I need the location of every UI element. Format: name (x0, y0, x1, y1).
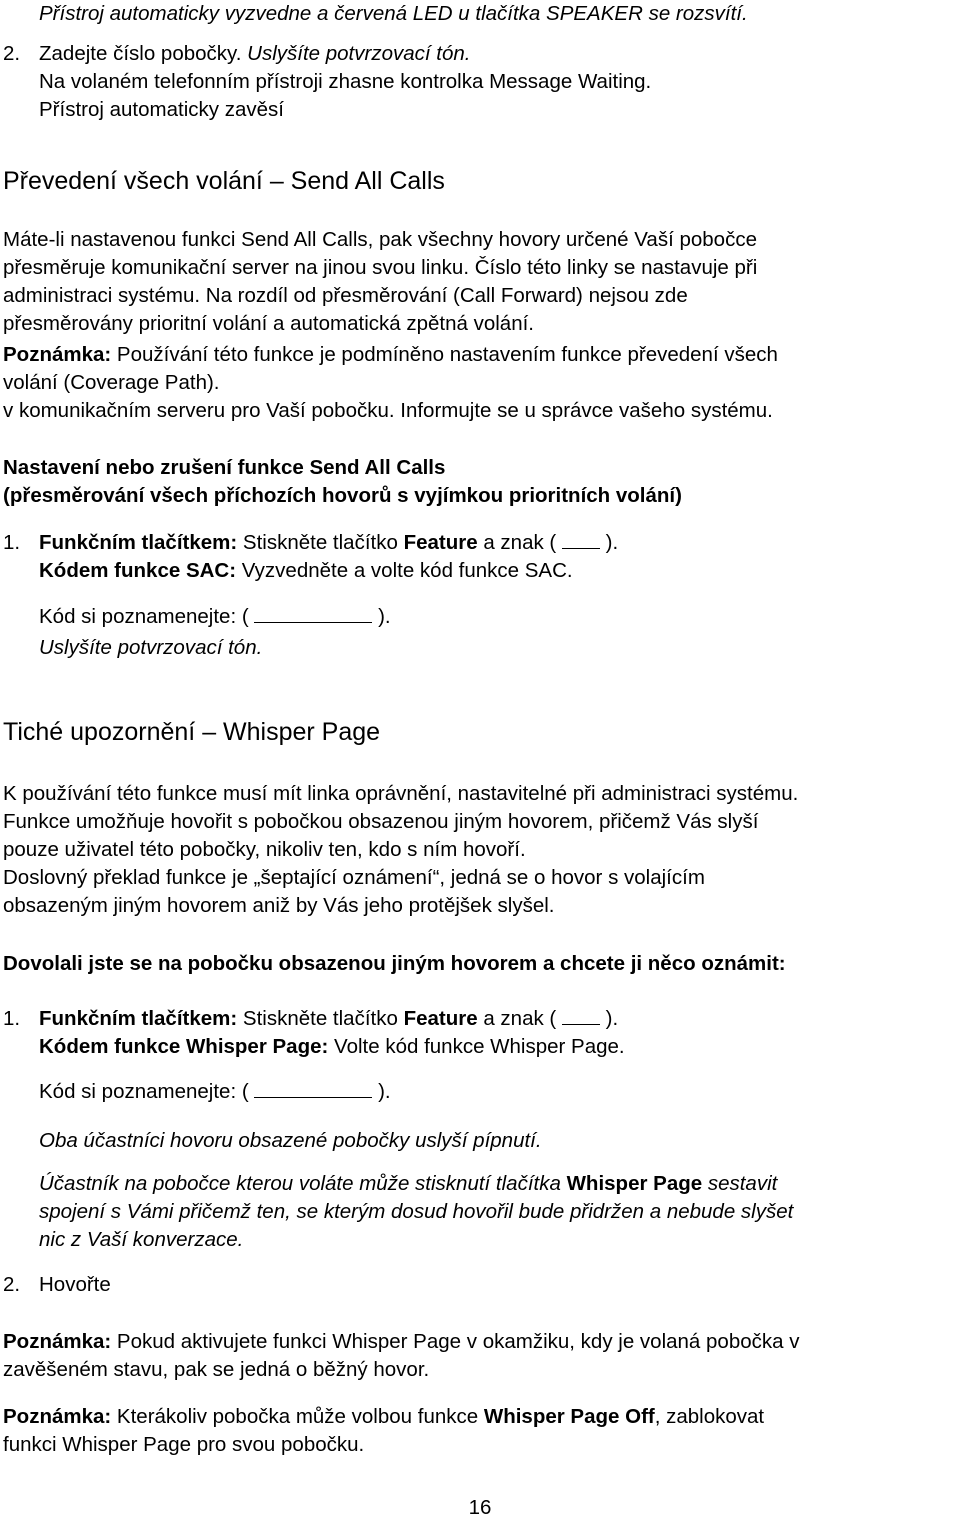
code-blank (254, 604, 372, 623)
section2-step-1-body: Funkčním tlačítkem: Stiskněte tlačítko Feature a znak ( ). Kódem funkce Whisper Page: Volte kód funkce Whisper Page. (39, 1007, 625, 1058)
section2-step-2 (3, 1271, 111, 1299)
section1-note: Poznámka: Používání této funkce je podmíněno nastavením funkce převedení všech volání (Coverage Path). v komunikačním serveru pro Vaší pobočku. Informujte se u správce vašeho systému. (3, 343, 778, 422)
intro-line: Přístroj automaticky vyzvedne a červená LED u tlačítka SPEAKER se rozsvítí. (39, 2, 748, 25)
section1-step-1 (3, 529, 20, 557)
section2-step-1 (3, 1005, 20, 1033)
section2-note-2: Poznámka: Kterákoliv pobočka může volbou funkce Whisper Page Off, zablokovat funkci Whisper Page pro svou pobočku. (3, 1405, 765, 1456)
step-confirm: Uslyšíte potvrzovací tón. (247, 42, 471, 65)
note-label: Poznámka: (3, 343, 112, 366)
feature-key-blank (562, 530, 600, 549)
intro-step-2 (3, 40, 471, 68)
section1-confirm: Uslyšíte potvrzovací tón. (39, 636, 263, 659)
section2-code-note: Kód si poznamenejte: ( ). (39, 1080, 391, 1103)
section1-code-note: Kód si poznamenejte: ( ). (39, 605, 391, 628)
section2-subheading: Dovolali jste se na pobočku obsazenou jiným hovorem a chcete ji něco oznámit: (3, 952, 786, 975)
section2-note-1: Poznámka: Pokud aktivujete funkci Whisper Page v okamžiku, kdy je volaná pobočka v zavěšeném stavu, pak se jedná o běžný hovor. (3, 1330, 800, 1381)
step-text: Hovořte (39, 1273, 111, 1296)
step-text: Zadejte číslo pobočky. (39, 42, 242, 65)
feature-key-blank (562, 1006, 600, 1025)
code-blank (254, 1079, 372, 1098)
section-heading-send-all-calls: Převedení všech volání – Send All Calls (3, 167, 445, 195)
step-number: 2. (3, 1273, 21, 1296)
step-number: 1. (3, 531, 21, 554)
intro-line: Na volaném telefonním přístroji zhasne kontrolka Message Waiting. (39, 70, 652, 93)
section1-paragraph: Máte-li nastavenou funkci Send All Calls, pak všechny hovory určené Vaší pobočce přesměruje komunikační server na jinou svou linku. Číslo této linky se nastavuje při administraci systému. Na rozdíl od přesměrování (Call Forward) nejsou zde přesměrovány prioritní volání a automatická zpětná volání. (3, 228, 758, 335)
section1-step-1-body: Funkčním tlačítkem: Stiskněte tlačítko Feature a znak ( ). Kódem funkce SAC: Vyzvedněte a volte kód funkce SAC. (39, 531, 619, 582)
section2-info: Účastník na pobočce kterou voláte může stisknutí tlačítka Whisper Page sestavit spojení s Vámi přičemž ten, se kterým dosud hovořil bude přidržen a nebude slyšet nic z Vaší konverzace. (39, 1172, 794, 1251)
section-heading-whisper-page: Tiché upozornění – Whisper Page (3, 718, 381, 746)
step-number: 2. (3, 42, 21, 65)
page-number: 16 (468, 1496, 492, 1519)
section2-beep-note: Oba účastníci hovoru obsazené pobočky uslyší pípnutí. (39, 1129, 542, 1152)
step-number: 1. (3, 1007, 21, 1030)
section1-subheading: Nastavení nebo zrušení funkce Send All Calls (přesměrování všech příchozích hovorů s vyjímkou prioritních volání) (3, 456, 682, 507)
section2-paragraph: K používání této funkce musí mít linka oprávnění, nastavitelné při administraci systému. Funkce umožňuje hovořit s pobočkou obsazenou jiným hovorem, přičemž Vás slyší pouze uživatel této pobočky, nikoliv ten, kdo s ním hovoří. Doslovný překlad funkce je „šeptající oznámení“, jedná se o hovor s volajícím obsazeným jiným hovorem aniž by Vás jeho protějšek slyšel. (3, 782, 799, 917)
intro-line: Přístroj automaticky zavěsí (39, 98, 284, 121)
